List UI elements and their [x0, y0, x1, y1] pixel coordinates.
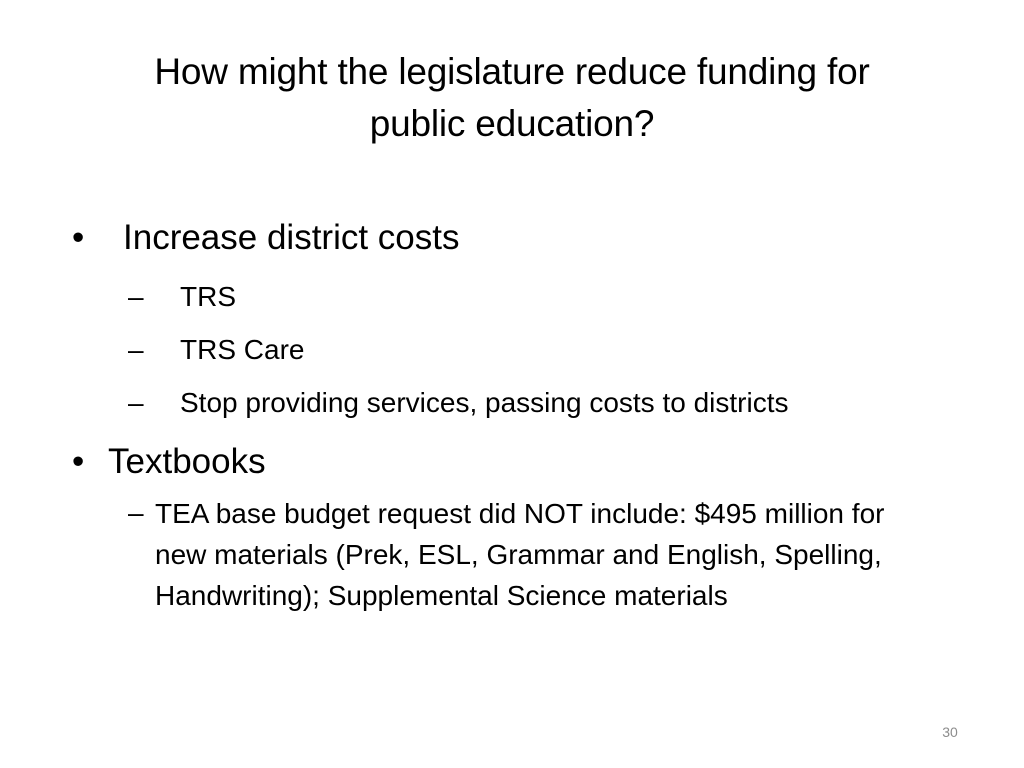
bullet-text: Increase district costs	[123, 218, 460, 257]
sub-bullet-item-tea-budget	[0, 496, 1024, 619]
dash-marker: –	[128, 281, 144, 312]
slide-title-line-1: How might the legislature reduce funding for	[154, 51, 870, 92]
paragraph-line-1: TEA base budget request did NOT include: $495 million for	[155, 498, 885, 529]
sub-bullet-text: TRS	[180, 281, 236, 312]
bullet-item-increase-district-costs	[0, 218, 1024, 258]
bullet-marker: •	[72, 442, 85, 481]
sub-bullet-item-trs-care	[0, 333, 1024, 367]
slide-title-line-2: public education?	[369, 103, 655, 144]
paragraph-line-3: Handwriting); Supplemental Science materials	[155, 580, 728, 611]
dash-marker: –	[128, 387, 144, 418]
dash-marker: –	[128, 497, 144, 528]
slide-number: 30	[942, 724, 958, 740]
bullet-item-textbooks	[0, 442, 1024, 482]
paragraph-line-2: new materials (Prek, ESL, Grammar and English, Spelling,	[155, 539, 882, 570]
sub-bullet-item-stop-providing-services	[0, 386, 1024, 420]
sub-bullet-text: TRS Care	[180, 334, 305, 365]
bullet-marker: •	[72, 218, 85, 257]
sub-bullet-text: Stop providing services, passing costs to districts	[180, 387, 789, 418]
bullet-text: Textbooks	[108, 442, 266, 481]
sub-bullet-item-trs	[0, 280, 1024, 314]
dash-marker: –	[128, 334, 144, 365]
sub-bullet-paragraph	[155, 493, 884, 616]
